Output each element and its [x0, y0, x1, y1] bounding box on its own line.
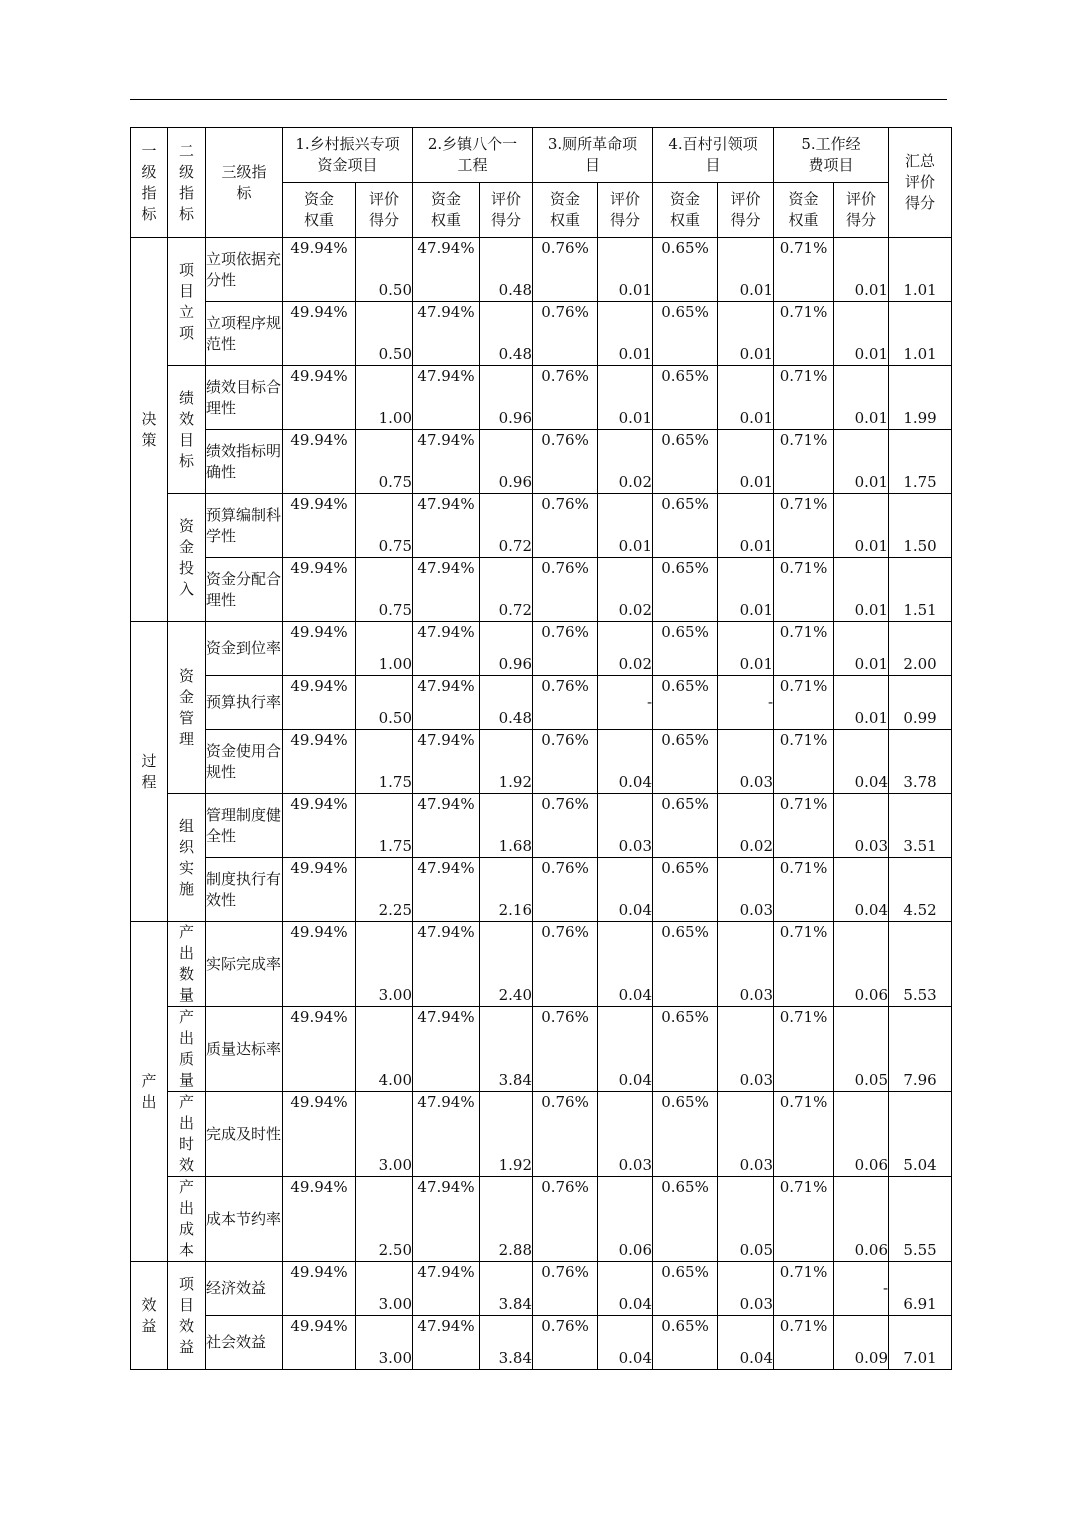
score-cell: 1.92: [480, 730, 533, 794]
fund-weight-cell: 0.65%: [653, 1262, 718, 1316]
fund-weight-cell: 49.94%: [283, 1177, 356, 1262]
level2-label: 资金投入: [178, 516, 194, 598]
fund-weight-cell: 0.65%: [653, 794, 718, 858]
header-score: 评价得分: [480, 183, 533, 238]
score-cell: 0.04: [598, 858, 653, 922]
fund-weight-cell: 47.94%: [413, 558, 480, 622]
fund-weight-cell: 0.76%: [533, 676, 598, 730]
total-score-cell: 5.55: [889, 1177, 952, 1262]
score-cell: 0.05: [834, 1007, 889, 1092]
fund-weight-cell: 49.94%: [283, 858, 356, 922]
fund-weight-cell: 49.94%: [283, 366, 356, 430]
score-cell: 0.03: [598, 1092, 653, 1177]
level3-indicator: 资金到位率: [206, 622, 283, 676]
fund-weight-cell: 0.76%: [533, 1177, 598, 1262]
score-cell: 0.01: [834, 494, 889, 558]
fund-weight-cell: 0.76%: [533, 302, 598, 366]
header-weight: 资金权重: [774, 183, 834, 238]
level1-cell: [131, 922, 168, 1262]
fund-weight-cell: 0.65%: [653, 730, 718, 794]
level2-label: 产出时效: [178, 1093, 194, 1174]
fund-weight-cell: 0.65%: [653, 622, 718, 676]
fund-weight-cell: 47.94%: [413, 1007, 480, 1092]
score-cell: 3.00: [356, 922, 413, 1007]
fund-weight-cell: 47.94%: [413, 366, 480, 430]
total-score-cell: 1.50: [889, 494, 952, 558]
score-cell: 0.48: [480, 302, 533, 366]
score-cell: 3.00: [356, 1262, 413, 1316]
level3-indicator: 立项程序规范性: [206, 302, 283, 366]
fund-weight-cell: 49.94%: [283, 558, 356, 622]
table-row: [131, 622, 952, 676]
level2-cell: [168, 1262, 206, 1370]
fund-weight-cell: 0.65%: [653, 558, 718, 622]
total-score-cell: 1.99: [889, 366, 952, 430]
header-score: 评价得分: [718, 183, 774, 238]
fund-weight-cell: 0.71%: [774, 730, 834, 794]
table-row: [131, 1092, 952, 1177]
level3-indicator: 经济效益: [206, 1262, 283, 1316]
header-project-1: 1.乡村振兴专项资金项目: [283, 128, 413, 183]
score-cell: 2.88: [480, 1177, 533, 1262]
fund-weight-cell: 0.71%: [774, 794, 834, 858]
score-cell: 2.25: [356, 858, 413, 922]
score-cell: 3.84: [480, 1316, 533, 1370]
score-cell: 0.03: [718, 730, 774, 794]
fund-weight-cell: 0.65%: [653, 302, 718, 366]
level2-label: 项目效益: [178, 1274, 194, 1356]
fund-weight-cell: 49.94%: [283, 1092, 356, 1177]
header-weight: 资金权重: [533, 183, 598, 238]
total-score-cell: 1.01: [889, 302, 952, 366]
header-weight: 资金权重: [653, 183, 718, 238]
table-row: [131, 676, 952, 730]
score-cell: 0.01: [718, 558, 774, 622]
score-cell: 0.06: [834, 1092, 889, 1177]
score-cell: -: [718, 676, 774, 730]
table-row: [131, 494, 952, 558]
fund-weight-cell: 47.94%: [413, 858, 480, 922]
header-level3: 三级指标: [206, 128, 283, 238]
header-level1: 一级指标: [131, 128, 168, 238]
level3-indicator: 立项依据充分性: [206, 238, 283, 302]
table-row: [131, 730, 952, 794]
score-cell: 0.02: [598, 622, 653, 676]
fund-weight-cell: 0.71%: [774, 1092, 834, 1177]
score-cell: 0.01: [718, 302, 774, 366]
level3-indicator: 社会效益: [206, 1316, 283, 1370]
level2-label: 产出质量: [178, 1008, 194, 1089]
fund-weight-cell: 49.94%: [283, 494, 356, 558]
fund-weight-cell: 0.76%: [533, 622, 598, 676]
fund-weight-cell: 0.65%: [653, 676, 718, 730]
level1-label: 决策: [141, 409, 157, 449]
level2-cell: [168, 1092, 206, 1177]
level2-cell: [168, 622, 206, 794]
score-cell: 0.03: [718, 922, 774, 1007]
total-score-cell: 5.04: [889, 1092, 952, 1177]
level3-indicator: 资金使用合规性: [206, 730, 283, 794]
score-cell: 0.75: [356, 430, 413, 494]
fund-weight-cell: 0.76%: [533, 430, 598, 494]
score-cell: 0.75: [356, 558, 413, 622]
header-weight: 资金权重: [283, 183, 356, 238]
fund-weight-cell: 0.76%: [533, 794, 598, 858]
level2-cell: [168, 1007, 206, 1092]
level3-indicator: 资金分配合理性: [206, 558, 283, 622]
fund-weight-cell: 0.71%: [774, 622, 834, 676]
table-row: [131, 1007, 952, 1092]
fund-weight-cell: 47.94%: [413, 302, 480, 366]
fund-weight-cell: 0.65%: [653, 1007, 718, 1092]
level3-indicator: 质量达标率: [206, 1007, 283, 1092]
score-cell: 0.01: [598, 238, 653, 302]
table-row: [131, 1262, 952, 1316]
level2-cell: [168, 494, 206, 622]
fund-weight-cell: 47.94%: [413, 494, 480, 558]
level1-cell: [131, 622, 168, 922]
table-row: [131, 858, 952, 922]
level1-label: 产出: [141, 1071, 157, 1111]
score-cell: 0.04: [598, 1262, 653, 1316]
score-cell: 0.96: [480, 622, 533, 676]
score-cell: 0.01: [718, 494, 774, 558]
fund-weight-cell: 47.94%: [413, 1092, 480, 1177]
score-cell: 0.02: [718, 794, 774, 858]
fund-weight-cell: 47.94%: [413, 730, 480, 794]
table-row: [131, 238, 952, 302]
total-score-cell: 3.51: [889, 794, 952, 858]
level3-indicator: 预算执行率: [206, 676, 283, 730]
header-total: 汇总评价得分: [889, 128, 952, 238]
score-cell: 0.01: [834, 676, 889, 730]
level1-cell: [131, 1262, 168, 1370]
total-score-cell: 0.99: [889, 676, 952, 730]
fund-weight-cell: 47.94%: [413, 238, 480, 302]
level3-indicator: 绩效目标合理性: [206, 366, 283, 430]
fund-weight-cell: 0.71%: [774, 922, 834, 1007]
level1-label: 效益: [141, 1295, 157, 1335]
level2-label: 资金管理: [178, 666, 194, 748]
header-project-3: 3.厕所革命项目: [533, 128, 653, 183]
level3-indicator: 成本节约率: [206, 1177, 283, 1262]
fund-weight-cell: 47.94%: [413, 676, 480, 730]
score-cell: 0.06: [834, 1177, 889, 1262]
fund-weight-cell: 49.94%: [283, 1316, 356, 1370]
fund-weight-cell: 49.94%: [283, 730, 356, 794]
fund-weight-cell: 0.71%: [774, 676, 834, 730]
score-cell: 0.01: [718, 622, 774, 676]
total-score-cell: 1.75: [889, 430, 952, 494]
fund-weight-cell: 47.94%: [413, 922, 480, 1007]
score-cell: 0.01: [598, 494, 653, 558]
level2-cell: [168, 238, 206, 366]
level2-label: 组织实施: [178, 816, 194, 898]
score-cell: 2.16: [480, 858, 533, 922]
total-score-cell: 5.53: [889, 922, 952, 1007]
score-cell: 0.01: [718, 238, 774, 302]
total-score-cell: 7.01: [889, 1316, 952, 1370]
score-cell: 0.50: [356, 238, 413, 302]
level3-indicator: 绩效指标明确性: [206, 430, 283, 494]
level2-cell: [168, 922, 206, 1007]
total-score-cell: 3.78: [889, 730, 952, 794]
fund-weight-cell: 47.94%: [413, 794, 480, 858]
score-cell: 0.48: [480, 238, 533, 302]
score-cell: 0.96: [480, 430, 533, 494]
score-cell: 0.01: [834, 238, 889, 302]
score-cell: 1.75: [356, 794, 413, 858]
score-cell: 0.09: [834, 1316, 889, 1370]
fund-weight-cell: 0.76%: [533, 922, 598, 1007]
score-cell: 1.92: [480, 1092, 533, 1177]
fund-weight-cell: 0.71%: [774, 858, 834, 922]
fund-weight-cell: 0.76%: [533, 858, 598, 922]
fund-weight-cell: 0.65%: [653, 430, 718, 494]
level1-cell: [131, 238, 168, 622]
fund-weight-cell: 47.94%: [413, 622, 480, 676]
score-cell: -: [598, 676, 653, 730]
fund-weight-cell: 49.94%: [283, 676, 356, 730]
table-row: [131, 1316, 952, 1370]
header-project-2: 2.乡镇八个一工程: [413, 128, 533, 183]
fund-weight-cell: 0.71%: [774, 494, 834, 558]
score-cell: 0.04: [718, 1316, 774, 1370]
level3-indicator: 管理制度健全性: [206, 794, 283, 858]
fund-weight-cell: 0.71%: [774, 558, 834, 622]
fund-weight-cell: 49.94%: [283, 302, 356, 366]
fund-weight-cell: 49.94%: [283, 1007, 356, 1092]
fund-weight-cell: 0.76%: [533, 1262, 598, 1316]
score-cell: 1.75: [356, 730, 413, 794]
score-cell: 0.01: [834, 366, 889, 430]
fund-weight-cell: 0.71%: [774, 366, 834, 430]
score-cell: 1.68: [480, 794, 533, 858]
score-cell: 0.04: [598, 922, 653, 1007]
score-cell: 2.40: [480, 922, 533, 1007]
level2-cell: [168, 1177, 206, 1262]
score-cell: 0.03: [718, 1262, 774, 1316]
fund-weight-cell: 49.94%: [283, 238, 356, 302]
score-cell: 0.72: [480, 558, 533, 622]
total-score-cell: 1.01: [889, 238, 952, 302]
header-level2: 二级指标: [168, 128, 206, 238]
score-cell: 0.48: [480, 676, 533, 730]
header-rule: [130, 99, 947, 100]
fund-weight-cell: 47.94%: [413, 1316, 480, 1370]
score-cell: 0.02: [598, 558, 653, 622]
fund-weight-cell: 0.76%: [533, 558, 598, 622]
fund-weight-cell: 0.76%: [533, 366, 598, 430]
header-weight: 资金权重: [413, 183, 480, 238]
score-cell: 0.04: [598, 730, 653, 794]
fund-weight-cell: 47.94%: [413, 1262, 480, 1316]
level3-indicator: 实际完成率: [206, 922, 283, 1007]
fund-weight-cell: 49.94%: [283, 794, 356, 858]
fund-weight-cell: 0.71%: [774, 1177, 834, 1262]
fund-weight-cell: 0.71%: [774, 302, 834, 366]
table-row: [131, 302, 952, 366]
score-cell: 0.01: [598, 366, 653, 430]
score-cell: 0.03: [598, 794, 653, 858]
score-cell: 0.02: [598, 430, 653, 494]
score-cell: 0.03: [834, 794, 889, 858]
fund-weight-cell: 0.76%: [533, 494, 598, 558]
level2-cell: [168, 366, 206, 494]
fund-weight-cell: 0.76%: [533, 238, 598, 302]
total-score-cell: 6.91: [889, 1262, 952, 1316]
fund-weight-cell: 49.94%: [283, 622, 356, 676]
score-cell: 0.04: [598, 1007, 653, 1092]
fund-weight-cell: 47.94%: [413, 1177, 480, 1262]
fund-weight-cell: 0.71%: [774, 430, 834, 494]
score-cell: 0.72: [480, 494, 533, 558]
level1-label: 过程: [141, 751, 157, 791]
fund-weight-cell: 47.94%: [413, 430, 480, 494]
score-cell: 0.01: [598, 302, 653, 366]
score-cell: 0.04: [834, 730, 889, 794]
score-cell: 3.84: [480, 1007, 533, 1092]
header-score: 评价得分: [834, 183, 889, 238]
table-row: [131, 366, 952, 430]
score-cell: -: [834, 1262, 889, 1316]
score-cell: 0.03: [718, 858, 774, 922]
header-score: 评价得分: [598, 183, 653, 238]
score-cell: 3.00: [356, 1316, 413, 1370]
level2-label: 产出成本: [178, 1178, 194, 1259]
fund-weight-cell: 0.76%: [533, 1092, 598, 1177]
header-score: 评价得分: [356, 183, 413, 238]
score-cell: 3.84: [480, 1262, 533, 1316]
fund-weight-cell: 0.65%: [653, 1092, 718, 1177]
level3-indicator: 预算编制科学性: [206, 494, 283, 558]
fund-weight-cell: 0.65%: [653, 1316, 718, 1370]
fund-weight-cell: 0.76%: [533, 1007, 598, 1092]
total-score-cell: 2.00: [889, 622, 952, 676]
score-cell: 0.01: [834, 622, 889, 676]
score-cell: 0.01: [718, 430, 774, 494]
fund-weight-cell: 0.65%: [653, 494, 718, 558]
fund-weight-cell: 0.65%: [653, 238, 718, 302]
fund-weight-cell: 0.76%: [533, 1316, 598, 1370]
fund-weight-cell: 0.76%: [533, 730, 598, 794]
score-cell: 4.00: [356, 1007, 413, 1092]
fund-weight-cell: 49.94%: [283, 922, 356, 1007]
evaluation-score-table: [130, 127, 952, 1370]
fund-weight-cell: 49.94%: [283, 1262, 356, 1316]
fund-weight-cell: 0.71%: [774, 1262, 834, 1316]
fund-weight-cell: 0.71%: [774, 238, 834, 302]
score-cell: 0.05: [718, 1177, 774, 1262]
fund-weight-cell: 0.71%: [774, 1007, 834, 1092]
score-cell: 0.04: [598, 1316, 653, 1370]
total-score-cell: 1.51: [889, 558, 952, 622]
score-cell: 1.00: [356, 366, 413, 430]
table-row: [131, 794, 952, 858]
score-cell: 0.01: [834, 558, 889, 622]
score-cell: 0.03: [718, 1092, 774, 1177]
score-cell: 0.03: [718, 1007, 774, 1092]
table-row: [131, 1177, 952, 1262]
level2-label: 项目立项: [178, 260, 194, 342]
fund-weight-cell: 0.65%: [653, 922, 718, 1007]
score-cell: 0.01: [834, 302, 889, 366]
score-cell: 3.00: [356, 1092, 413, 1177]
score-cell: 0.96: [480, 366, 533, 430]
score-cell: 0.06: [598, 1177, 653, 1262]
level3-indicator: 制度执行有效性: [206, 858, 283, 922]
level3-indicator: 完成及时性: [206, 1092, 283, 1177]
header-project-5: 5.工作经费项目: [774, 128, 889, 183]
level2-cell: [168, 794, 206, 922]
score-cell: 0.01: [834, 430, 889, 494]
score-cell: 1.00: [356, 622, 413, 676]
fund-weight-cell: 0.65%: [653, 1177, 718, 1262]
fund-weight-cell: 0.65%: [653, 858, 718, 922]
score-cell: 2.50: [356, 1177, 413, 1262]
table-row: [131, 922, 952, 1007]
fund-weight-cell: 0.65%: [653, 366, 718, 430]
table-row: [131, 558, 952, 622]
fund-weight-cell: 0.71%: [774, 1316, 834, 1370]
header-project-4: 4.百村引领项目: [653, 128, 774, 183]
score-cell: 0.50: [356, 676, 413, 730]
score-cell: 0.75: [356, 494, 413, 558]
score-cell: 0.01: [718, 366, 774, 430]
level2-label: 产出数量: [178, 923, 194, 1004]
score-cell: 0.06: [834, 922, 889, 1007]
level2-label: 绩效目标: [178, 388, 194, 470]
score-cell: 0.50: [356, 302, 413, 366]
table-row: [131, 430, 952, 494]
total-score-cell: 4.52: [889, 858, 952, 922]
total-score-cell: 7.96: [889, 1007, 952, 1092]
score-cell: 0.04: [834, 858, 889, 922]
fund-weight-cell: 49.94%: [283, 430, 356, 494]
